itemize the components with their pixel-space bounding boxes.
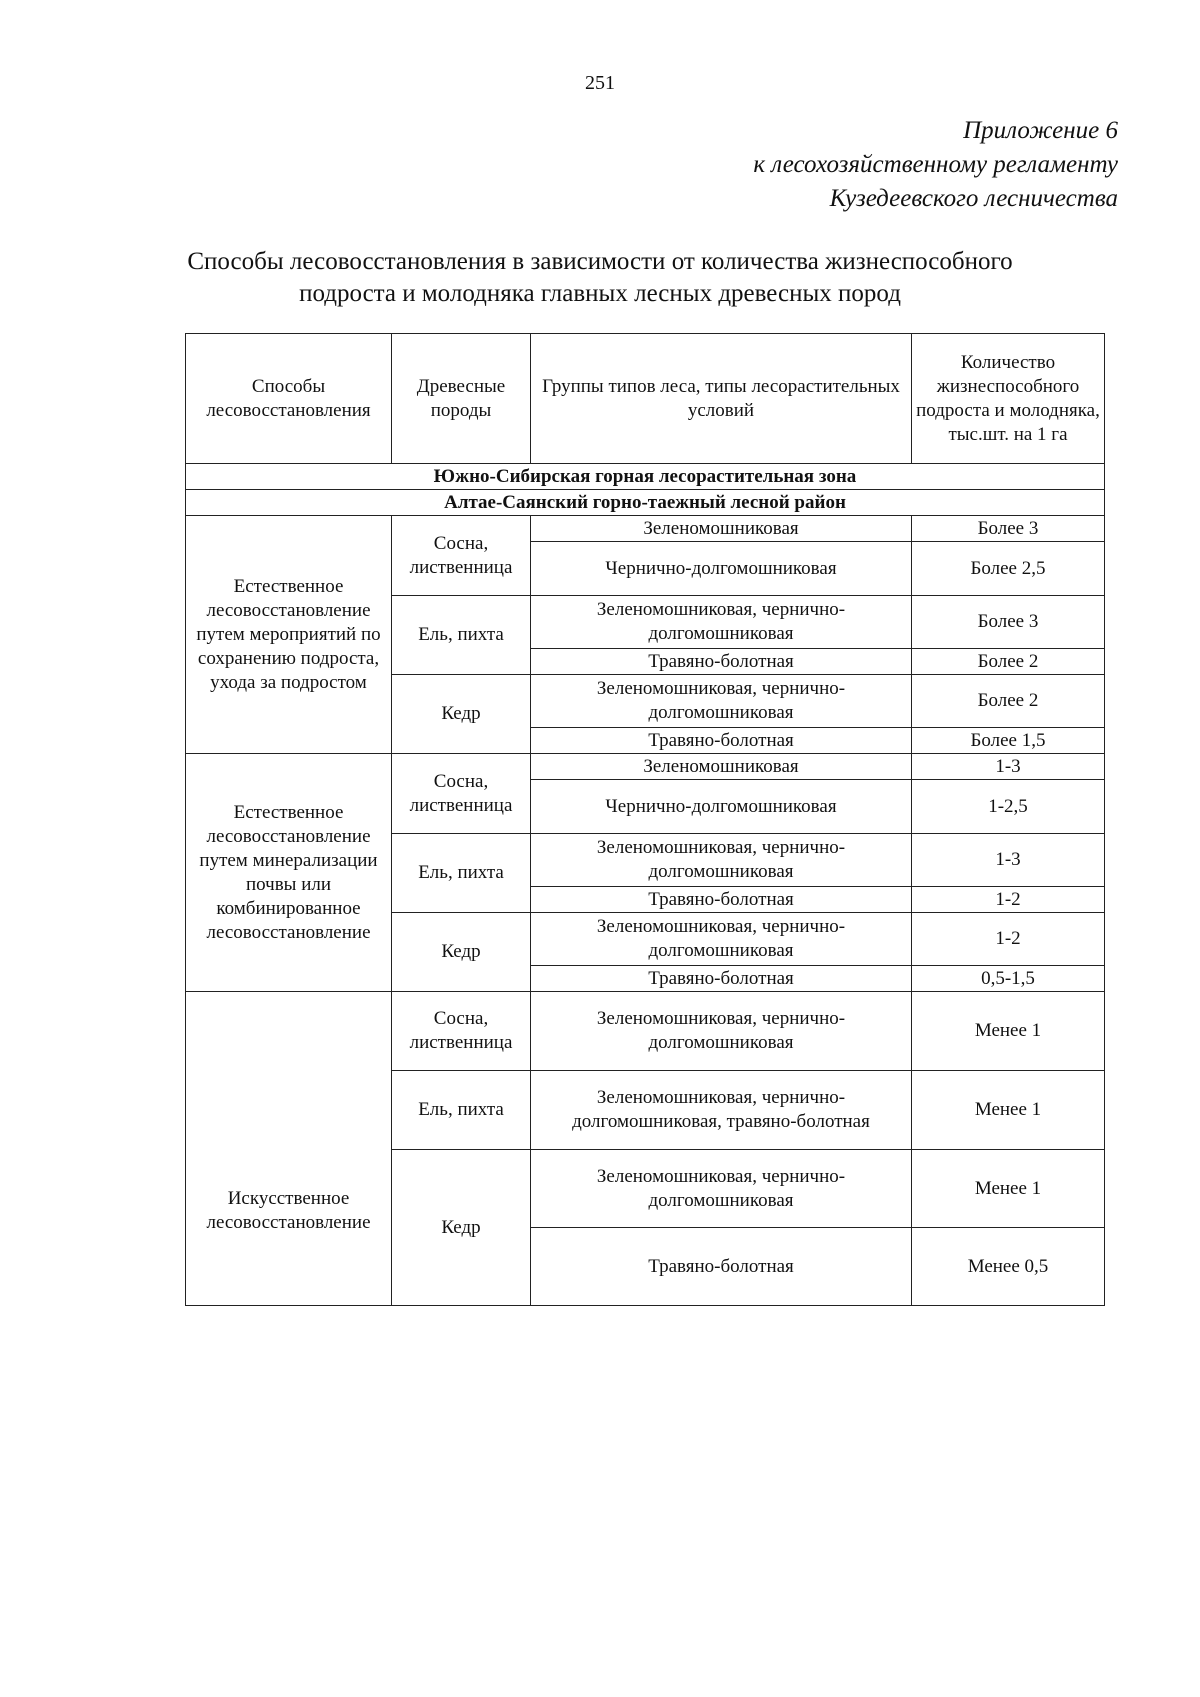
method-cell: Естественное лесовосстановление путем мероприятий по сохранению подроста, ухода за подростом — [186, 516, 392, 754]
quantity-cell: Менее 1 — [912, 992, 1105, 1071]
species-cell: Сосна, лиственница — [392, 516, 531, 596]
quantity-cell: 1-3 — [912, 754, 1105, 780]
forest-type-cell: Зеленомошниковая, чернично-долгомошниковая — [531, 992, 912, 1071]
forest-type-cell: Зеленомошниковая, чернично-долгомошниковая — [531, 675, 912, 728]
title-line-1: Способы лесовосстановления в зависимости от количества жизнеспособного — [187, 248, 1013, 275]
species-cell: Сосна, лиственница — [392, 754, 531, 834]
species-cell: Ель, пихта — [392, 596, 531, 675]
header-species: Древесные породы — [392, 334, 531, 464]
quantity-cell: Более 2 — [912, 675, 1105, 728]
forest-type-cell: Травяно-болотная — [531, 887, 912, 913]
species-cell: Кедр — [392, 675, 531, 754]
zone-row — [186, 464, 1105, 490]
species-cell: Сосна, лиственница — [392, 992, 531, 1071]
quantity-cell: 0,5-1,5 — [912, 966, 1105, 992]
forest-type-cell: Зеленомошниковая, чернично-долгомошниковая — [531, 913, 912, 966]
document-title — [120, 246, 1080, 310]
forest-type-cell: Зеленомошниковая — [531, 754, 912, 780]
forest-type-cell: Зеленомошниковая — [531, 516, 912, 542]
appendix-line-2: к лесохозяйственному регламенту — [753, 151, 1118, 178]
reforestation-table — [185, 333, 1105, 1306]
forest-type-cell: Чернично-долгомошниковая — [531, 542, 912, 596]
forest-type-cell: Травяно-болотная — [531, 966, 912, 992]
appendix-line-1: Приложение 6 — [963, 117, 1118, 144]
forest-type-cell: Травяно-болотная — [531, 728, 912, 754]
forest-type-cell: Чернично-долгомошниковая — [531, 780, 912, 834]
appendix-line-3: Кузедеевского лесничества — [829, 185, 1118, 212]
method-cell: Естественное лесовосстановление путем минерализации почвы или комбинированное лесовосстановление — [186, 754, 392, 992]
quantity-cell: 1-2,5 — [912, 780, 1105, 834]
header-forest-types: Группы типов леса, типы лесорастительных условий — [531, 334, 912, 464]
header-method: Способы лесовосстановления — [186, 334, 392, 464]
species-cell: Ель, пихта — [392, 1071, 531, 1150]
table-row — [186, 754, 1105, 780]
forest-type-cell: Зеленомошниковая, чернично-долгомошниковая — [531, 596, 912, 649]
forest-type-cell: Зеленомошниковая, чернично-долгомошниковая, травяно-болотная — [531, 1071, 912, 1150]
method-cell: Искусственное лесовосстановление — [186, 992, 392, 1306]
quantity-cell: Более 3 — [912, 596, 1105, 649]
table-row — [186, 992, 1105, 1071]
quantity-cell: 1-2 — [912, 887, 1105, 913]
forest-type-cell: Травяно-болотная — [531, 1228, 912, 1306]
forest-type-cell: Зеленомошниковая, чернично-долгомошниковая — [531, 834, 912, 887]
quantity-cell: Более 2,5 — [912, 542, 1105, 596]
quantity-cell: Более 1,5 — [912, 728, 1105, 754]
quantity-cell: Более 2 — [912, 649, 1105, 675]
species-cell: Кедр — [392, 1150, 531, 1306]
district-name: Алтае-Саянский горно-таежный лесной район — [186, 490, 1105, 516]
table-header-row — [186, 334, 1105, 464]
quantity-cell: 1-3 — [912, 834, 1105, 887]
species-cell: Ель, пихта — [392, 834, 531, 913]
quantity-cell: Менее 1 — [912, 1150, 1105, 1228]
zone-name: Южно-Сибирская горная лесорастительная зона — [186, 464, 1105, 490]
forest-type-cell: Зеленомошниковая, чернично-долгомошниковая — [531, 1150, 912, 1228]
quantity-cell: Менее 1 — [912, 1071, 1105, 1150]
quantity-cell: Более 3 — [912, 516, 1105, 542]
title-line-2: подроста и молодняка главных лесных древесных пород — [299, 280, 901, 307]
forest-type-cell: Травяно-болотная — [531, 649, 912, 675]
table-row — [186, 516, 1105, 542]
district-row — [186, 490, 1105, 516]
header-quantity: Количество жизнеспособного подроста и молодняка, тыс.шт. на 1 га — [912, 334, 1105, 464]
quantity-cell: 1-2 — [912, 913, 1105, 966]
species-cell: Кедр — [392, 913, 531, 992]
page-number: 251 — [585, 72, 615, 94]
quantity-cell: Менее 0,5 — [912, 1228, 1105, 1306]
appendix-note — [753, 114, 1118, 216]
